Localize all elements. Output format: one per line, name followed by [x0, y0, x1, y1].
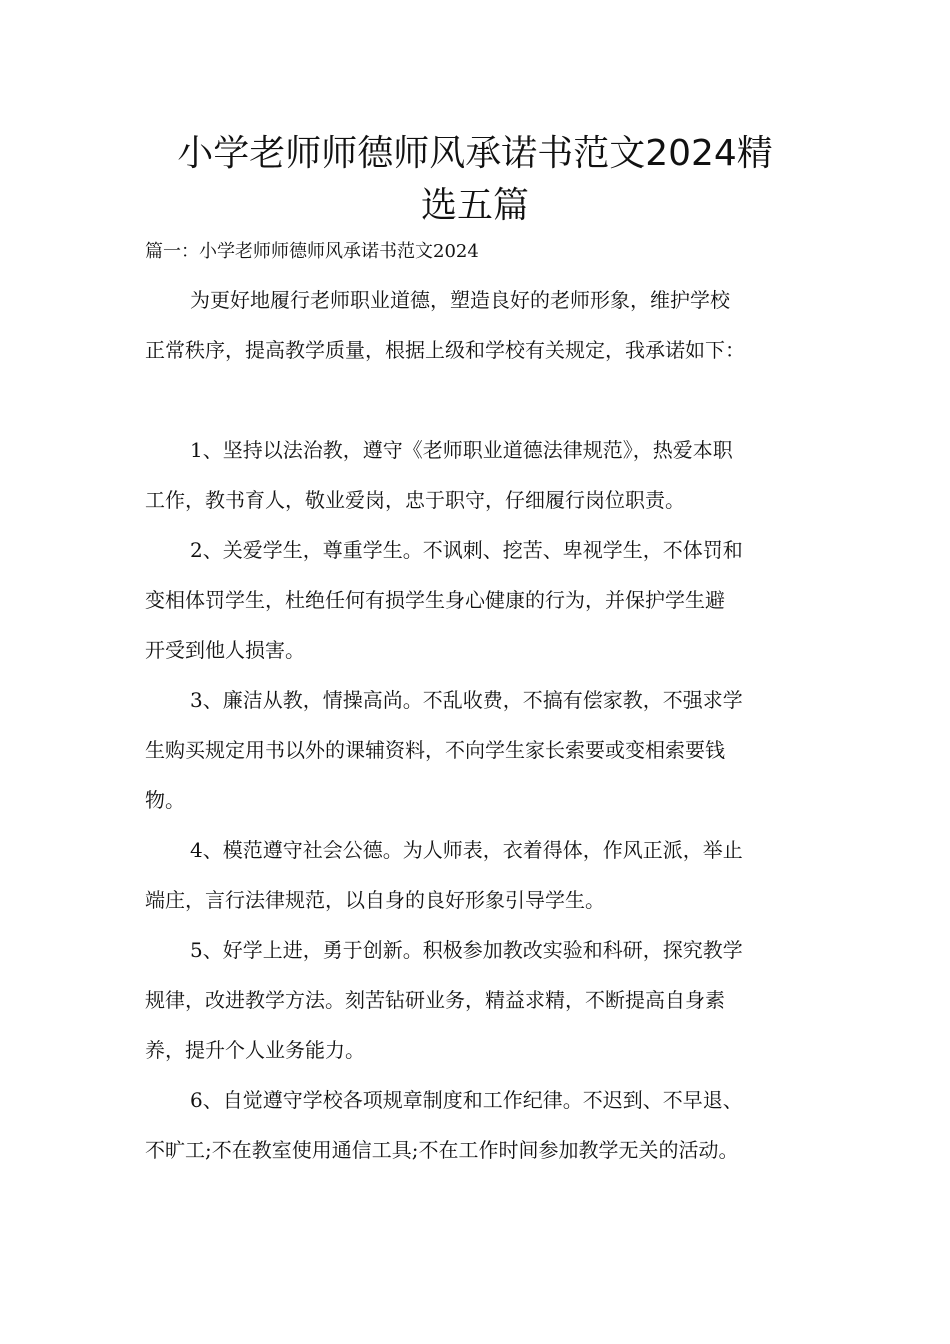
paragraph-line: 规律，改进教学方法。刻苦钻研业务，精益求精，不断提高自身素	[145, 988, 725, 1012]
paragraph-line: 为更好地履行老师职业道德，塑造良好的老师形象，维护学校	[190, 288, 730, 312]
paragraph-line: 变相体罚学生，杜绝任何有损学生身心健康的行为，并保护学生避	[145, 588, 725, 612]
paragraph-line: 2、关爱学生，尊重学生。不讽刺、挖苦、卑视学生，不体罚和	[190, 538, 743, 562]
paragraph-line: 不旷工;不在教室使用通信工具;不在工作时间参加教学无关的活动。	[145, 1138, 739, 1162]
document-title-line-1: 小学老师师德师风承诺书范文2024精	[177, 133, 773, 174]
paragraph-line: 1、坚持以法治教，遵守《老师职业道德法律规范》，热爱本职	[190, 438, 733, 462]
paragraph-line: 5、好学上进，勇于创新。积极参加教改实验和科研，探究教学	[190, 938, 743, 962]
paragraph-line: 工作，教书育人，敬业爱岗，忠于职守，仔细履行岗位职责。	[145, 488, 685, 512]
document-title-line-2: 选五篇	[420, 185, 529, 226]
paragraph-line: 3、廉洁从教，情操高尚。不乱收费，不搞有偿家教，不强求学	[190, 688, 743, 712]
paragraph-line: 4、模范遵守社会公德。为人师表，衣着得体，作风正派，举止	[190, 838, 743, 862]
paragraph-line: 生购买规定用书以外的课辅资料，不向学生家长索要或变相索要钱	[145, 738, 725, 762]
section-heading: 篇一：小学老师师德师风承诺书范文2024	[145, 241, 479, 262]
paragraph-line: 正常秩序，提高教学质量，根据上级和学校有关规定，我承诺如下：	[145, 338, 745, 362]
paragraph-line: 养，提升个人业务能力。	[145, 1038, 365, 1062]
paragraph-line: 端庄，言行法律规范，以自身的良好形象引导学生。	[145, 888, 605, 912]
paragraph-line: 6、自觉遵守学校各项规章制度和工作纪律。不迟到、不早退、	[190, 1088, 743, 1112]
paragraph-line: 开受到他人损害。	[145, 638, 305, 662]
paragraph-line: 物。	[145, 788, 185, 812]
